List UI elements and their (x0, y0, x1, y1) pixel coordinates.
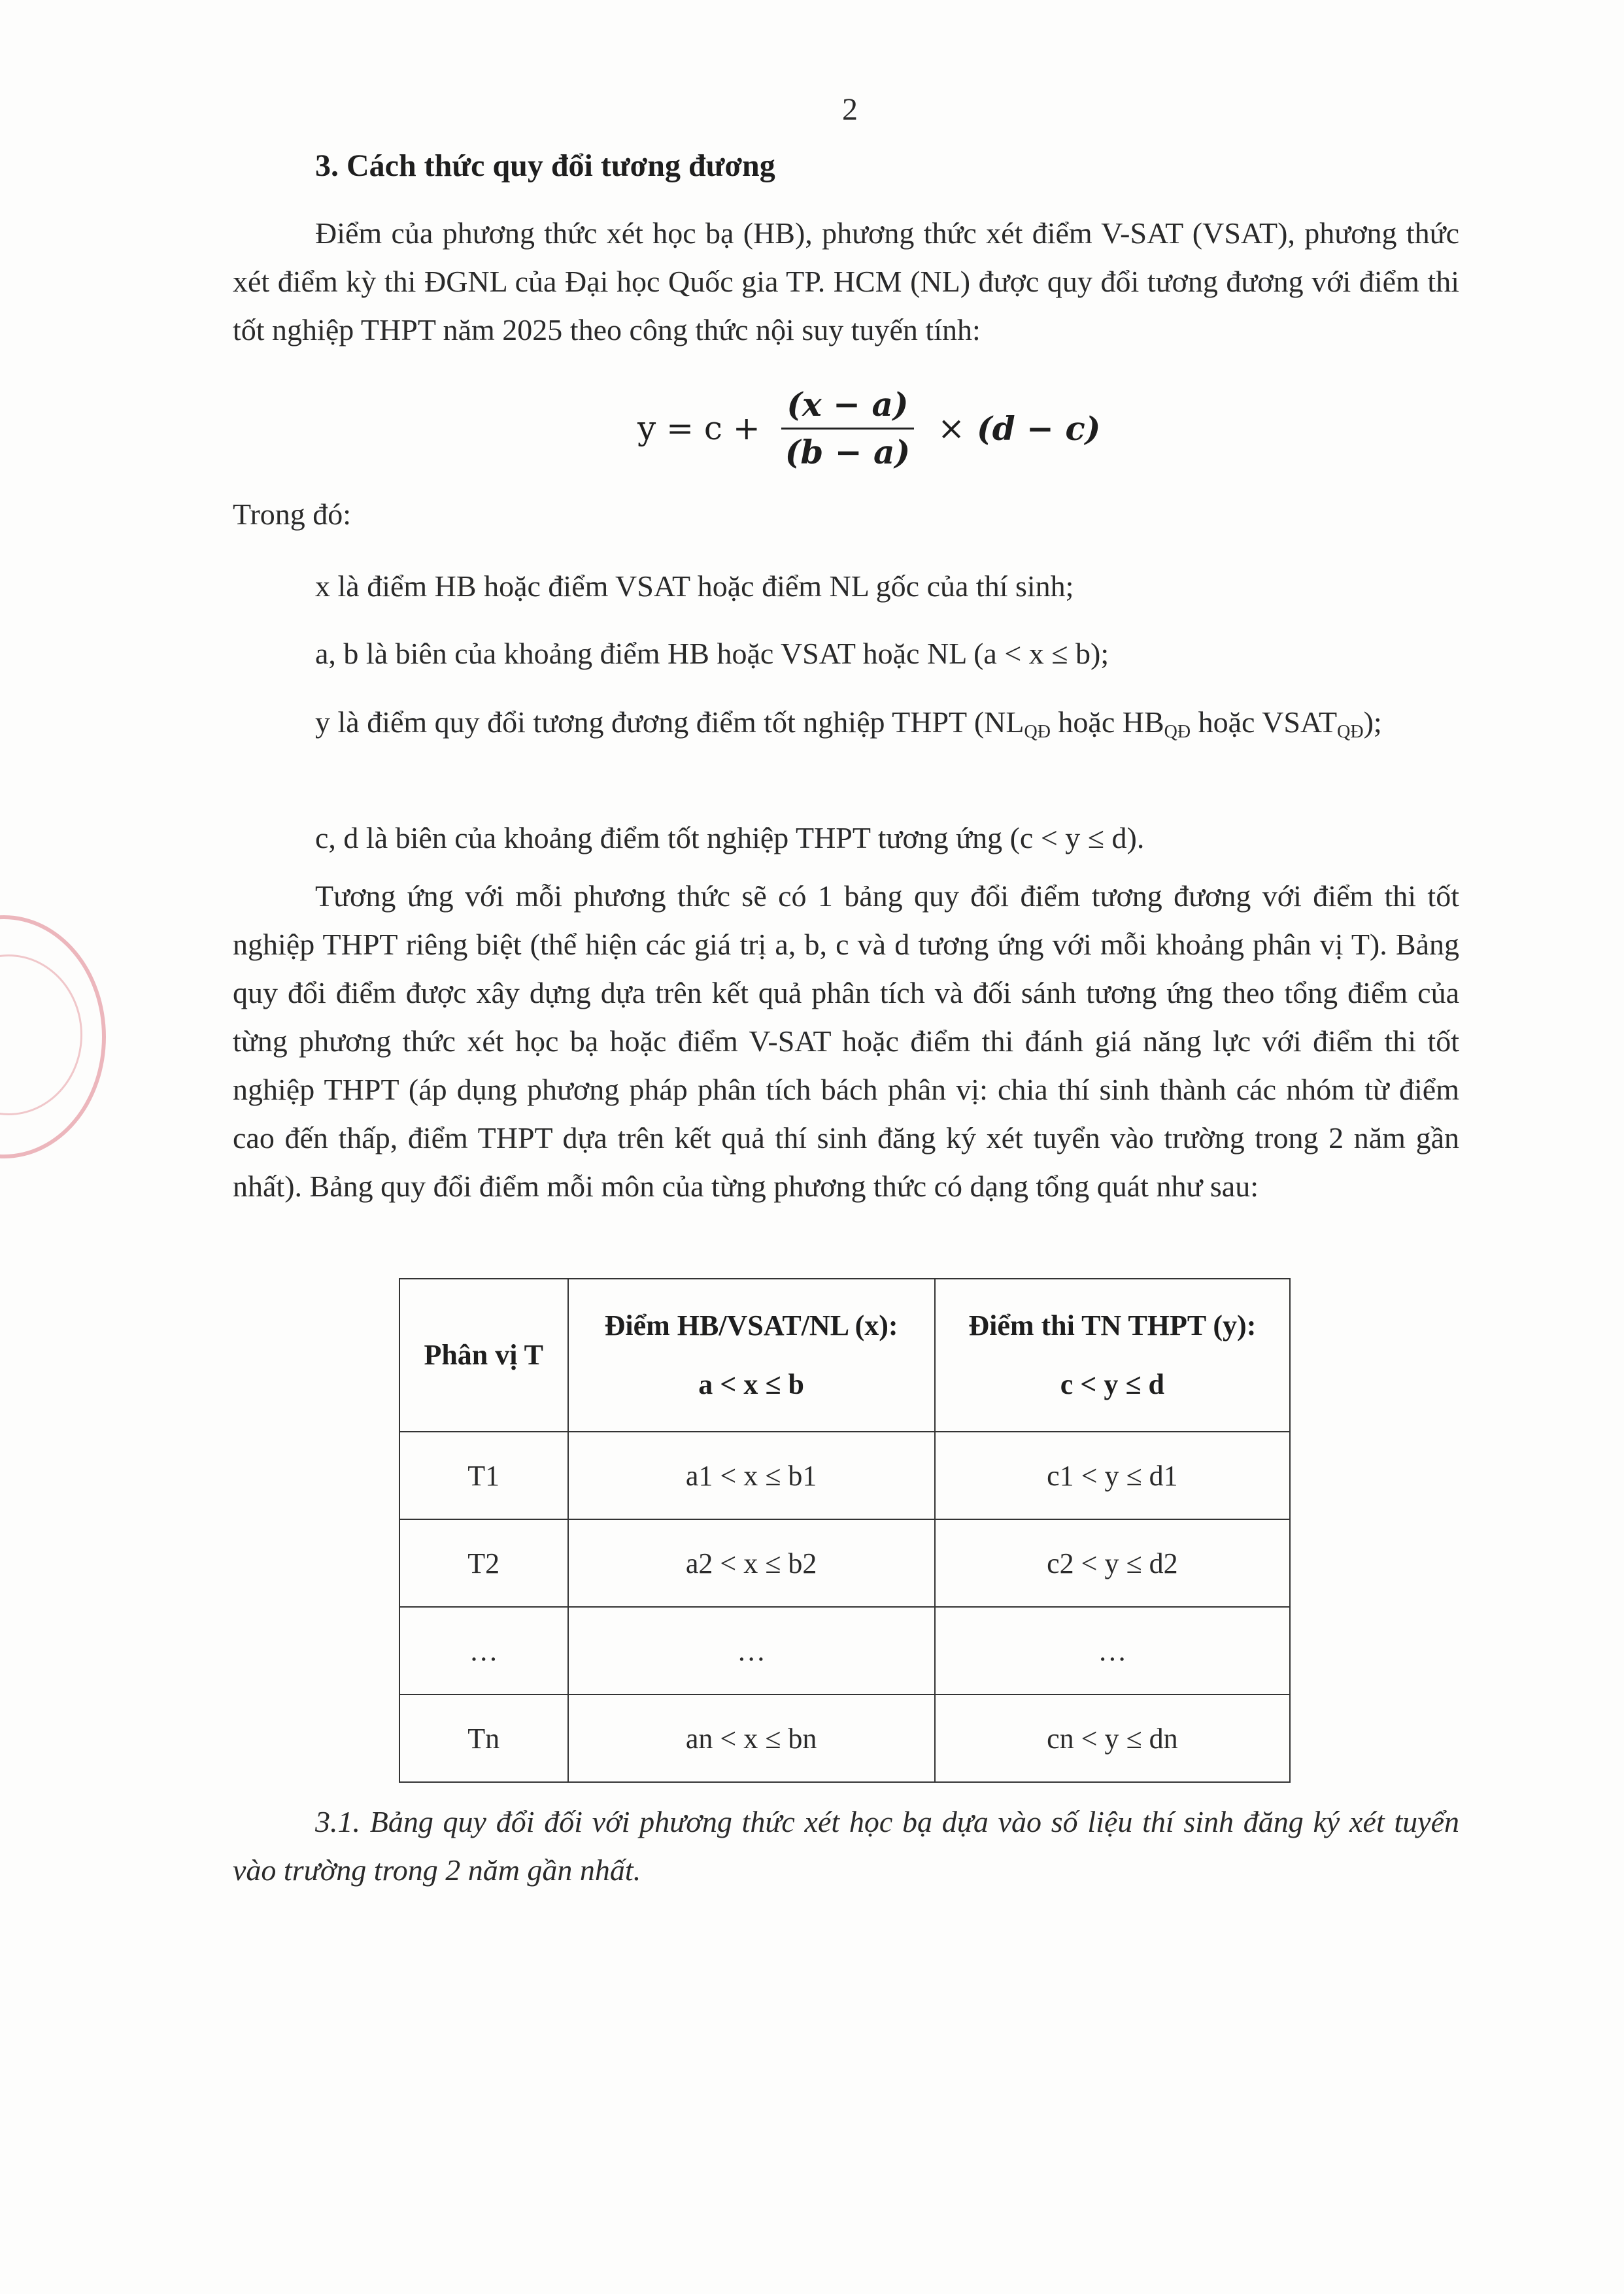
definition-y-part3: hoặc VSAT (1191, 705, 1338, 739)
page-number: 2 (842, 92, 858, 127)
table-header-row (399, 1279, 1290, 1432)
header-line: a < x ≤ b (698, 1368, 804, 1400)
subscript-qd: QĐ (1024, 722, 1051, 742)
definition-y-part4: ); (1363, 705, 1382, 739)
table-row (399, 1432, 1290, 1519)
formula-numerator: (x − a) (787, 384, 909, 424)
table-row (399, 1695, 1290, 1782)
section-heading: 3. Cách thức quy đổi tương đương (315, 148, 775, 183)
intro-paragraph: Điểm của phương thức xét học bạ (HB), phương thức xét điểm V-SAT (VSAT), phương thức xét điểm kỳ thi ĐGNL của Đại học Quốc gia TP. HCM (NL) được quy đổi tương đương với điểm thi tốt nghiệp THPT năm 2025 theo công thức nội suy tuyến tính: (233, 216, 1459, 346)
table-cell: … (568, 1607, 935, 1695)
table-cell: cn < y ≤ dn (935, 1695, 1290, 1782)
header-line: Phân vị T (424, 1339, 544, 1371)
conversion-table (399, 1278, 1291, 1783)
explanation-paragraph: Tương ứng với mỗi phương thức sẽ có 1 bảng quy đổi điểm tương đương với điểm thi tốt nghiệp THPT riêng biệt (thể hiện các giá trị a, b, c và d tương ứng với mỗi khoảng phân vị T). Bảng quy đổi điểm được xây dựng dựa trên kết quả phân tích và đối sánh tương ứng theo tổng điểm của từng phương thức xét học bạ hoặc điểm V-SAT hoặc điểm thi đánh giá năng lực với điểm thi tốt nghiệp THPT (áp dụng phương pháp phân tích bách phân vị: chia thí sinh thành các nhóm từ điểm cao đến thấp, điểm THPT dựa trên kết quả thí sinh đăng ký xét tuyển vào trường trong 2 năm gần nhất). Bảng quy đổi điểm mỗi môn của từng phương thức có dạng tổng quát như sau: (233, 879, 1459, 1203)
header-source-score (568, 1279, 935, 1432)
definition-y-part2: hoặc HB (1050, 705, 1164, 739)
table-cell: … (399, 1607, 568, 1695)
formula-rhs: (d − c) (977, 409, 1101, 448)
definition-y (233, 698, 1459, 756)
table-row (399, 1607, 1290, 1695)
header-line: Điểm HB/VSAT/NL (x): (604, 1309, 898, 1341)
formula-fraction (781, 383, 914, 474)
header-line: c < y ≤ d (1060, 1368, 1164, 1400)
where-label: Trong đó: (233, 498, 352, 531)
table-cell: a2 < x ≤ b2 (568, 1519, 935, 1607)
formula-denominator: (b − a) (785, 432, 911, 471)
definition-y-part1: y là điểm quy đổi tương đương điểm tốt nghiệp THPT (NL (315, 705, 1024, 739)
formula-times: × (938, 409, 966, 447)
subscript-qd: QĐ (1337, 722, 1364, 742)
definition-x: x là điểm HB hoặc điểm VSAT hoặc điểm NL gốc của thí sinh; (315, 569, 1074, 603)
table-cell: c1 < y ≤ d1 (935, 1432, 1290, 1519)
header-percentile (399, 1279, 568, 1432)
interpolation-formula (637, 376, 1100, 481)
table-cell: a1 < x ≤ b1 (568, 1432, 935, 1519)
table-cell: an < x ≤ bn (568, 1695, 935, 1782)
formula-lhs: y = c + (637, 409, 760, 447)
table-cell: … (935, 1607, 1290, 1695)
table-cell: Tn (399, 1695, 568, 1782)
definition-ab: a, b là biên của khoảng điểm HB hoặc VSAT hoặc NL (a < x ≤ b); (315, 637, 1109, 670)
table-caption: 3.1. Bảng quy đổi đối với phương thức xét học bạ dựa vào số liệu thí sinh đăng ký xét tuyển vào trường trong 2 năm gần nhất. (233, 1805, 1459, 1887)
table-cell: T2 (399, 1519, 568, 1607)
table-cell: T1 (399, 1432, 568, 1519)
definition-cd: c, d là biên của khoảng điểm tốt nghiệp THPT tương ứng (c < y ≤ d). (315, 821, 1145, 854)
subscript-qd: QĐ (1164, 722, 1191, 742)
header-line: Điểm thi TN THPT (y): (968, 1309, 1257, 1341)
header-exam-score (935, 1279, 1290, 1432)
fraction-bar (781, 428, 914, 430)
table-row (399, 1519, 1290, 1607)
table-cell: c2 < y ≤ d2 (935, 1519, 1290, 1607)
